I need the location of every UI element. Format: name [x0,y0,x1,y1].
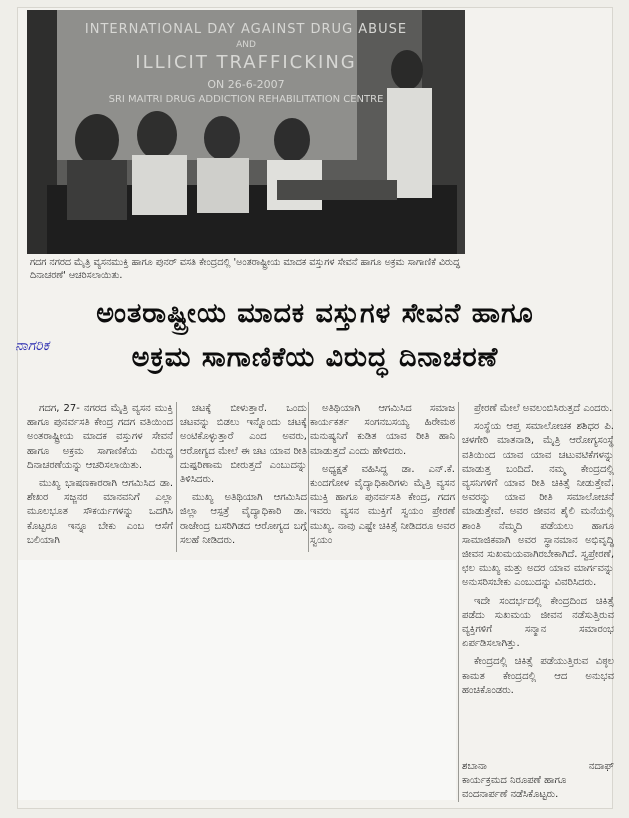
paragraph: ಅತಿಥಿಯಾಗಿ ಆಗಮಿಸಿದ ಸಮಾಜ ಕಾರ್ಯಕರ್ತ ಸಂಗನಬಸಯ್ಯ ಹಿರೇಮಠ ಮನುಷ್ಯನಿಗೆ ಕುಡಿತ ಯಾವ ರೀತಿ ಹಾನಿ ಮಾಡುತ್ತದೆ ಎಂದು ಹೇಳಿದರು. [310,403,455,457]
article-column-3 [310,402,455,552]
banner-line-3: ILLICIT TRAFFICKING [135,52,357,73]
banner-line-2: AND [236,40,256,50]
photo-caption: ಗದಗ ನಗರದ ಮೈತ್ರಿ ವ್ಯಸನಮುಕ್ತಿ ಹಾಗೂ ಪುನರ್ ವಸತಿ ಕೇಂದ್ರದಲ್ಲಿ 'ಅಂತರಾಷ್ಟ್ರೀಯ ಮಾದಕ ವಸ್ತುಗಳ ಸೇವನೆ ಹಾಗೂ ಅಕ್ರಮ ಸಾಗಾಣಿಕೆ ವಿರುದ್ಧ ದಿನಾಚರಣೆ' ಆಚರಿಸಲಾಯಿತು. [30,257,460,281]
banner-line-4: ON 26-6-2007 [207,78,285,91]
headline-line-1: ಅಂತರಾಷ್ಟ್ರೀಯ ಮಾದಕ ವಸ್ತುಗಳ ಸೇವನೆ ಹಾಗೂ [96,298,534,329]
column-divider [458,402,459,802]
paragraph: ಮುಖ್ಯ ಭಾಷಣಕಾರರಾಗಿ ಆಗಮಿಸಿದ ಡಾ. ಶೇಖರ ಸಜ್ಜನರ ಮಾನವನಿಗೆ ಎಲ್ಲಾ ಮೂಲಭೂತ ಸೌಕರ್ಯಗಳನ್ನು ಒದಗಿಸಿ ಕೊಟ್ಟರೂ ಇನ್ನೂ ಬೇಕು ಎಂಬ ಆಸೆಗೆ ಬಲಿಯಾಗಿ [27,478,173,546]
paragraph: ಇದೇ ಸಂದರ್ಭದಲ್ಲಿ ಕೇಂದ್ರದಿಂದ ಚಿಕಿತ್ಸೆ ಪಡೆದು ಸುಖಮಯ ಜೀವನ ನಡೆಸುತ್ತಿರುವ ವ್ಯಕ್ತಿಗಳಿಗೆ ಸನ್ಮಾನ ಸಮಾರಂಭ ಏರ್ಪಡಿಸಲಾಗಿತ್ತು. [462,595,614,650]
article-column-2 [180,402,307,552]
handwritten-note: ನಾಗರಿಕ [15,338,49,354]
footer-names [462,760,614,774]
banner-line-1: INTERNATIONAL DAY AGAINST DRUG ABUSE [84,22,408,37]
event-photo [27,10,465,254]
paragraph: ಗದಗ, 27- ನಗರದ ಮೈತ್ರಿ ವ್ಯಸನ ಮುಕ್ತಿ ಹಾಗೂ ಪುನರ್ವಸತಿ ಕೇಂದ್ರ ಗದಗ ವತಿಯಿಂದ ಅಂತರಾಷ್ಟ್ರೀಯ ಮಾದಕ ವಸ್ತುಗಳ ಸೇವನೆ ಹಾಗೂ ಅಕ್ರಮ ಸಾಗಾಣಿಕೆಯ ವಿರುದ್ಧ ದಿನಾಚರಣೆಯನ್ನು ಆಚರಿಸಲಾಯಿತು. [27,403,173,471]
article-footer [462,760,614,802]
blank-area [18,560,456,800]
paragraph: ಕೇಂದ್ರದಲ್ಲಿ ಚಿಕಿತ್ಸೆ ಪಡೆಯುತ್ತಿರುವ ವಿಠ್ಠಲ ಕಾಮತ ಕೇಂದ್ರದಲ್ಲಿ ಆದ ಅನುಭವ ಹಂಚಿಕೊಂಡರು. [462,656,614,696]
footer-name-right: ನದಾಫ್ [588,761,614,772]
article-column-1 [27,402,173,552]
paragraph: ಪ್ರೇರಣೆ ಮೇಲೆ ಅವಲಂಬಿಸಿರುತ್ತದೆ ಎಂದರು. [474,403,613,414]
column-divider [176,402,177,552]
paragraph: ಸಂಸ್ಥೆಯ ಆಪ್ತ ಸಮಾಲೋಚಕ ಶಶಿಧರ ಪಿ. ಚಳಗೇರಿ ಮಾತನಾಡಿ, ಮೈತ್ರಿ ಆರೋಗ್ಯಸಂಸ್ಥೆ ವತಿಯಿಂದ ಯಾವ ಯಾವ ಚಟುವಟಿಕೆಗಳನ್ನು ಮಾಡುತ್ತ ಬಂದಿದೆ. ನಮ್ಮ ಕೇಂದ್ರದಲ್ಲಿ ವ್ಯಸನಿಗಳಿಗೆ ಯಾವ ರೀತಿ ಚಿಕಿತ್ಸೆ ನೀಡುತ್ತೇವೆ. ಅವರನ್ನು ಯಾವ ರೀತಿ ಸಮಾಲೋಚನೆ ಮಾಡುತ್ತೇವೆ. ಅವರ ಜೀವನ ಶೈಲಿ ಮನೆಯಲ್ಲಿ ಶಾಂತಿ ನೆಮ್ಮದಿ ಪಡೆಯಲು ಹಾಗೂ ಸಾಮಾಜಿಕವಾಗಿ ಅವರ ಸ್ಥಾನಮಾನ ಅಭಿವೃದ್ಧಿ ಜೀವನ ಸುಖಮಯವಾಗಿರಬೇಕಾಗಿದೆ. ಸ್ವಪ್ರೇರಣೆ, ಛಲ ಮುಖ್ಯ ಮತ್ತು ಅದರ ಯಾವ ಮಾರ್ಗವನ್ನು ಅನುಸರಿಸಬೇಕು ಎಂಬುದನ್ನು ವಿವರಿಸಿದರು. [462,421,614,589]
footer-closing: ಕಾರ್ಯಕ್ರಮದ ನಿರೂಪಣೆ ಹಾಗೂ ವಂದನಾರ್ಪಣೆ ನಡೆಸಿಕೊಟ್ಟರು. [462,775,567,800]
column-divider [308,402,309,552]
article-column-4 [462,402,614,702]
headline-line-2: ಅಕ್ರಮ ಸಾಗಾಣಿಕೆಯ ವಿರುದ್ಧ ದಿನಾಚರಣೆ [131,342,499,373]
paragraph: ಚಟಕ್ಕೆ ಬೀಳುತ್ತಾರೆ. ಒಂದು ಚಟವನ್ನು ಬಿಡಲು ಇನ್ನೊಂದು ಚಟಕ್ಕೆ ಅಂಟಿಕೊಳ್ಳುತ್ತಾರೆ ಎಂದ ಅವರು, ಆರೋಗ್ಯದ ಮೇಲೆ ಈ ಚಟ ಯಾವ ರೀತಿ ದುಷ್ಪರಿಣಾಮ ಬೀರುತ್ತದೆ ಎಂಬುದನ್ನು ತಿಳಿಸಿದರು. [180,403,307,486]
paragraph: ಅಧ್ಯಕ್ಷತೆ ವಹಿಸಿದ್ದ ಡಾ. ಎನ್.ಕೆ. ಕುಂದಗೋಳ ವೈದ್ಯಾಧಿಕಾರಿಗಳು ಮೈತ್ರಿ ವ್ಯಸನ ಮುಕ್ತಿ ಹಾಗೂ ಪುನರ್ವಸತಿ ಕೇಂದ್ರ, ಗದಗ ಇವರು ವ್ಯಸನ ಮುಕ್ತಿಗೆ ಸ್ವಯಂ ಪ್ರೇರಣೆ ಮುಖ್ಯ. ನಾವು ಎಷ್ಟೇ ಚಿಕಿತ್ಸೆ ನೀಡಿದರೂ ಅವರ ಸ್ವಯಂ [310,463,455,546]
paragraph: ಮುಖ್ಯ ಅತಿಥಿಯಾಗಿ ಆಗಮಿಸಿದ ಜಿಲ್ಲಾ ಆಸ್ಪತ್ರೆ ವೈದ್ಯಾಧಿಕಾರಿ ಡಾ. ರಾಜೇಂದ್ರ ಬಸರಿಗಿಡದ ಆರೋಗ್ಯದ ಬಗ್ಗೆ ಸಲಹೆ ನೀಡಿದರು. [180,492,307,546]
banner-line-5: SRI MAITRI DRUG ADDICTION REHABILITATION CENTRE [108,94,384,105]
footer-name-left: ಶಬಾನಾ [462,761,487,772]
